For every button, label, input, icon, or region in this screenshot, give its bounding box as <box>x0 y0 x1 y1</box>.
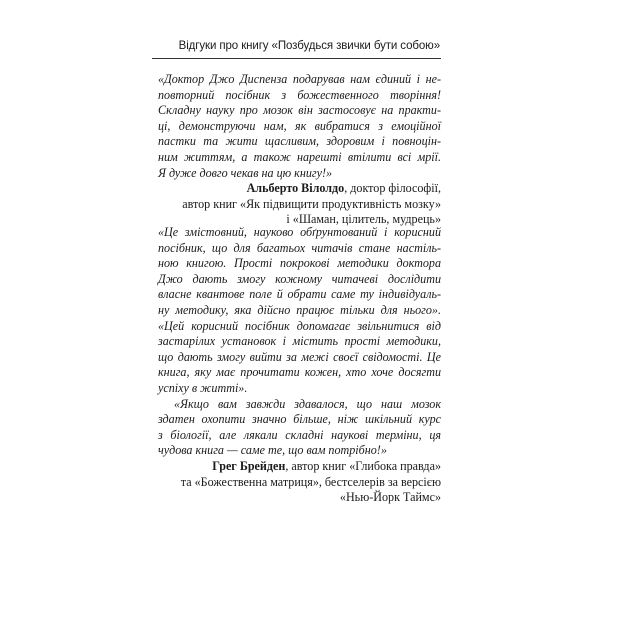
quote-line: застарілих установок і містить прості методики, <box>158 334 441 349</box>
quote-line: з біології, але лякали складні наукові терміни, ця <box>158 427 441 442</box>
quote-line: чудова книга — саме те, що вам потрібно!» <box>158 443 387 458</box>
quote-line: Джо дають змогу кожному читачеві дослідити <box>158 271 441 286</box>
quote-line: ним життям, а також нарешті втілити всі мрії. <box>158 149 441 164</box>
running-header: Відгуки про книгу «Позбудься звички бути собою» <box>178 40 440 52</box>
attribution-line: та «Божественна матриця», бестселерів за версією <box>180 474 441 489</box>
quote-line: Складну науку про мозок він застосовує на практи- <box>158 103 441 118</box>
attribution-line: автор книг «Як підвищити продуктивність мозку» <box>182 196 441 211</box>
quote-line: ною книгою. Прості покрокові методики доктора <box>158 256 441 271</box>
author-credentials: , доктор філософії, <box>344 181 441 196</box>
quote-line: ну методику, яка дійсно працює тільки для нього». <box>158 302 441 317</box>
author-name: Грег Брейден <box>212 458 286 473</box>
quote-line: книга, яку має прочитати кожен, хто хоче досягти <box>158 365 441 380</box>
quote-line: «Якщо вам завжди здавалося, що наш мозок <box>174 396 441 411</box>
quote-line: «Доктор Джо Диспенза подарував нам єдиний і не- <box>158 72 441 86</box>
author-credentials: , автор книг «Глибока правда» <box>285 458 441 473</box>
quote-line: що дають змогу вийти за межі своєї свідомості. Це <box>158 349 441 364</box>
attribution-line: і «Шаман, цілитель, мудрець» <box>286 212 441 227</box>
header-rule <box>152 58 441 59</box>
quote-line: пастки та жити щасливим, здоровим і повноцін- <box>158 134 441 149</box>
author-name: Альберто Вілолдо <box>246 181 345 196</box>
quote-line: «Цей корисний посібник допомагає звільнитися від <box>158 318 441 333</box>
quote-line: власне квантове поле й обрати саме ту індивідуаль- <box>158 287 441 302</box>
attribution-line <box>158 459 441 475</box>
review-2 <box>158 225 441 506</box>
quote-line: Я дуже довго чекав на цю книгу!» <box>158 165 333 180</box>
quote-line: «Це змістовний, науково обґрунтований і корисний <box>158 225 441 239</box>
quote-line: повторний посібник з божественного творіння! <box>158 87 441 102</box>
quote-line: ці, демонструючи нам, як вибратися з емоційної <box>158 118 441 133</box>
attribution-line: «Нью-Йорк Таймс» <box>339 490 441 505</box>
review-1 <box>158 72 441 228</box>
quote-line: посібник, що для багатьох читачів стане настіль- <box>158 240 441 255</box>
attribution-line <box>158 181 441 197</box>
quote-line: успіху в житті». <box>158 380 248 395</box>
quote-line: здатен охопити значно більше, ніж шкільний курс <box>158 412 441 427</box>
